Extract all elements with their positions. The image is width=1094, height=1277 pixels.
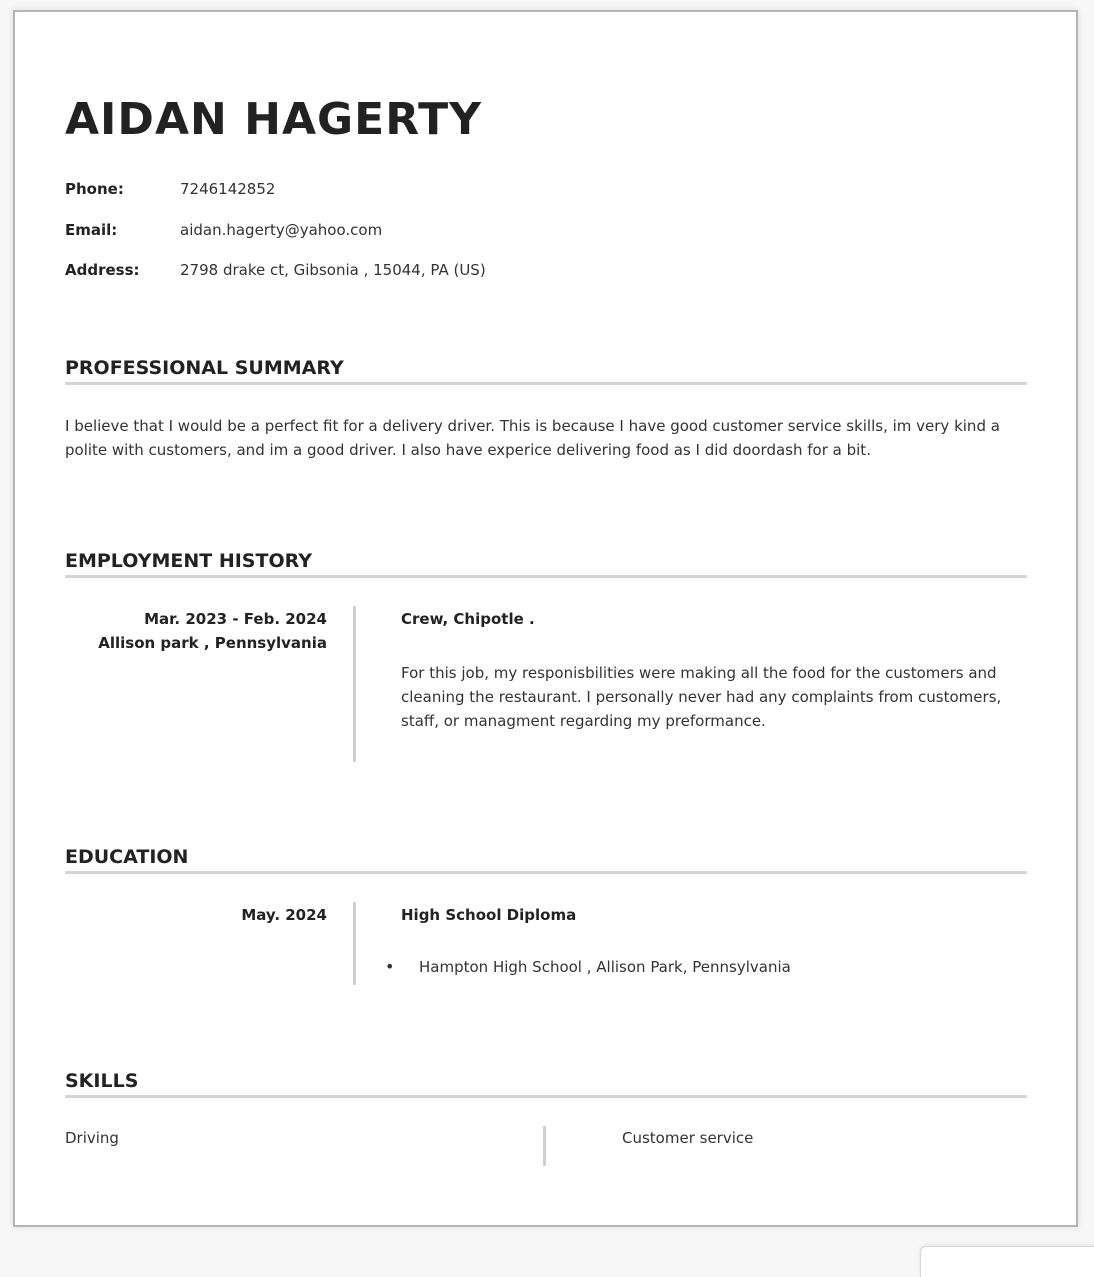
- phone-label: Phone:: [65, 180, 124, 198]
- employment-location: Allison park , Pennsylvania: [98, 634, 327, 652]
- employment-divider: [353, 606, 356, 762]
- employment-meta: [65, 607, 327, 655]
- candidate-name: AIDAN HAGERTY: [65, 94, 482, 145]
- summary-text: I believe that I would be a perfect fit for a delivery driver. This is because I have good customer service skills, im very kind a polite with customers, and im a good driver. I also have experice delivering food as I did doordash for a bit.: [65, 417, 1000, 459]
- education-heading: EDUCATION: [65, 846, 1027, 874]
- email-label: Email:: [65, 221, 118, 239]
- education-meta: [65, 903, 327, 927]
- address-value: 2798 drake ct, Gibsonia , 15044, PA (US): [180, 261, 486, 279]
- skills-divider: [543, 1126, 546, 1166]
- skill-item: Customer service: [622, 1129, 754, 1147]
- email-value: aidan.hagerty@yahoo.com: [180, 221, 383, 239]
- employment-heading: EMPLOYMENT HISTORY: [65, 550, 1027, 578]
- employment-details: [401, 607, 1026, 733]
- summary-heading: PROFESSIONAL SUMMARY: [65, 357, 1027, 385]
- bullet-icon: •: [385, 957, 395, 976]
- education-degree: High School Diploma: [401, 906, 577, 924]
- overlay-panel-corner: [920, 1246, 1094, 1277]
- employment-title: Crew, Chipotle .: [401, 610, 535, 628]
- education-school: Hampton High School , Allison Park, Pennsylvania: [419, 958, 791, 976]
- resume-page: [13, 10, 1078, 1227]
- employment-dates: Mar. 2023 - Feb. 2024: [144, 610, 327, 628]
- education-divider: [353, 902, 356, 985]
- skills-heading: SKILLS: [65, 1070, 1027, 1098]
- education-details: [401, 903, 1026, 927]
- phone-value: 7246142852: [180, 180, 276, 198]
- employment-description: For this job, my responisbilities were making all the food for the customers and cleaning the restaurant. I personally never had any complaints from customers, staff, or managment regarding my preformance.: [401, 664, 1002, 730]
- address-label: Address:: [65, 261, 140, 279]
- education-date: May. 2024: [241, 906, 327, 924]
- skill-item: Driving: [65, 1129, 119, 1147]
